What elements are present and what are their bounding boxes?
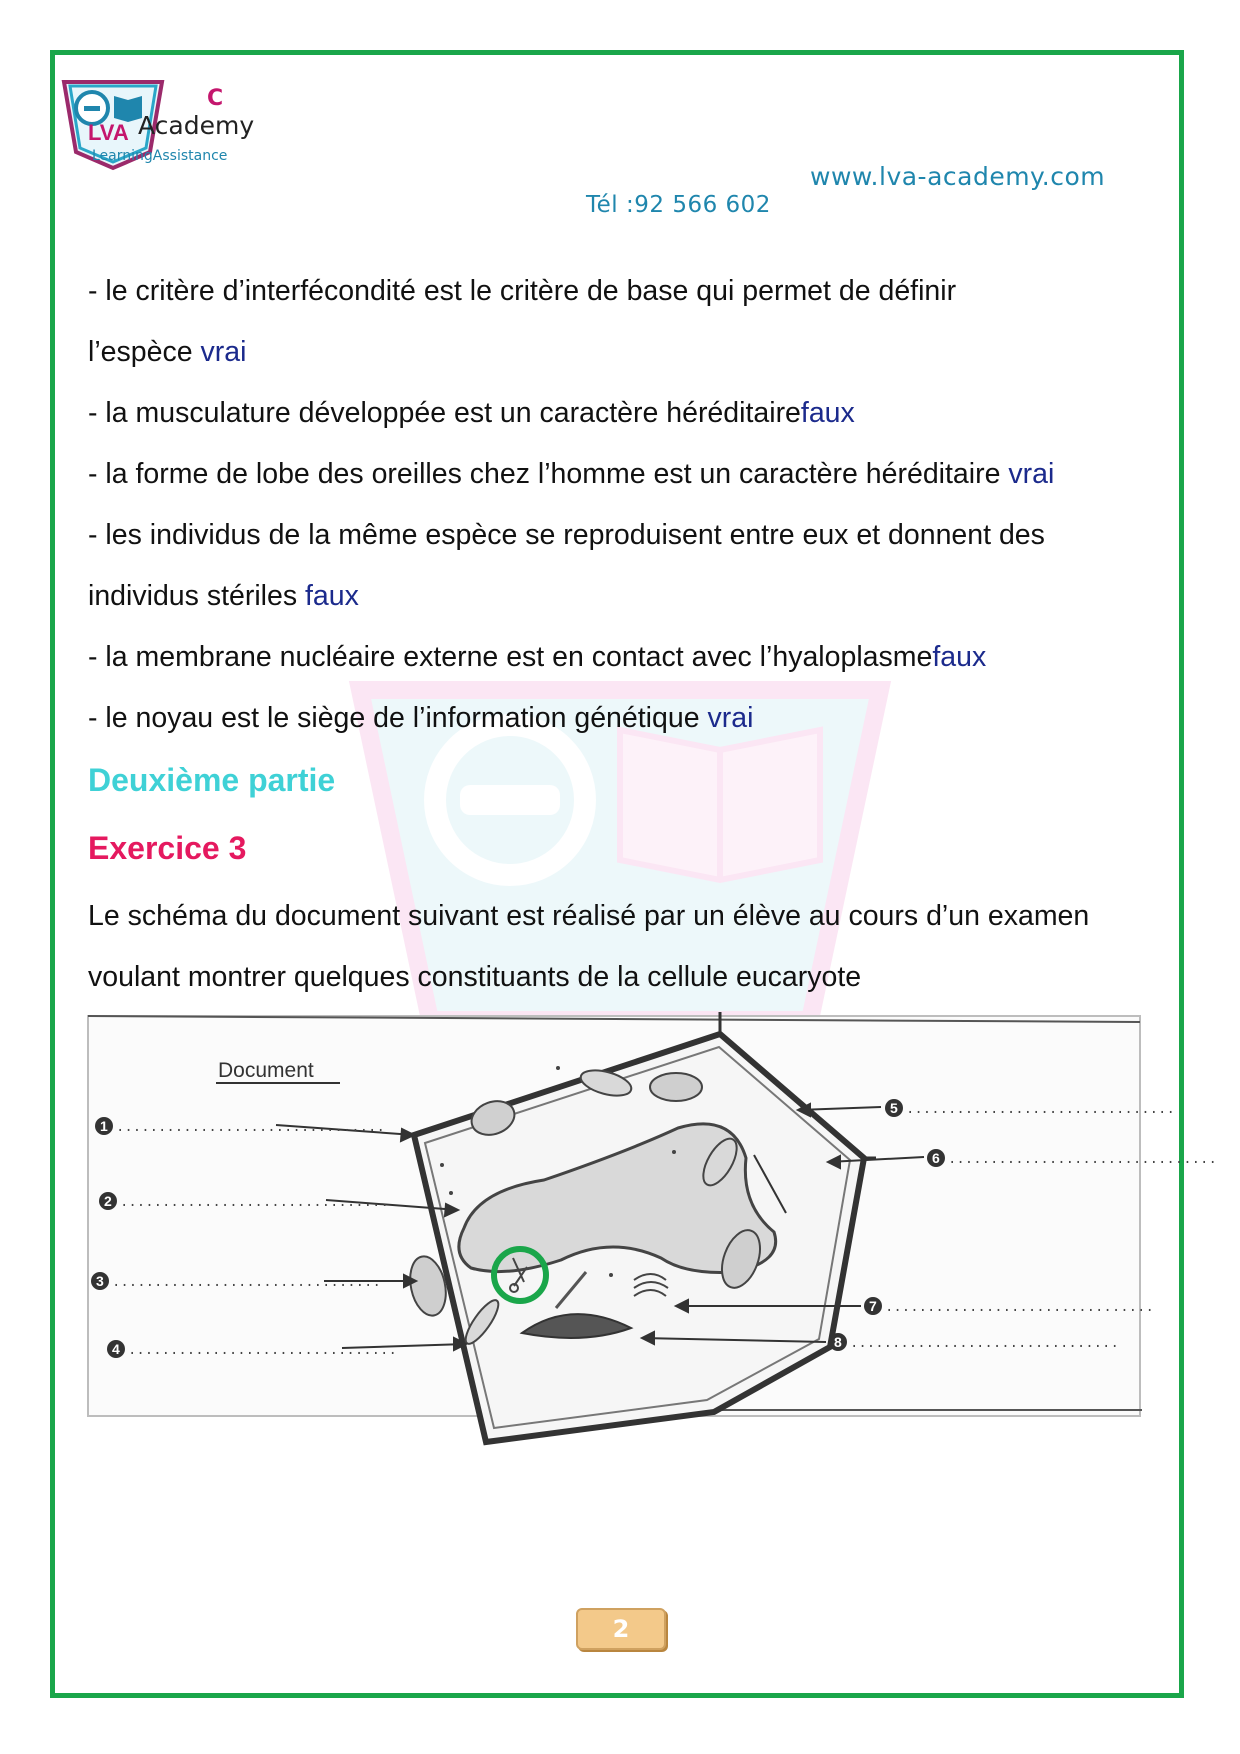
label-2: 2 — [104, 1193, 112, 1209]
section-title: Deuxième partie — [88, 762, 336, 798]
blank-3: ................................ — [112, 1275, 381, 1291]
blank-7: ................................ — [885, 1300, 1154, 1316]
intro-line-1: Le schéma du document suivant est réalisé par un élève au cours d’un examen — [88, 900, 1090, 932]
brand-tagline: LearningAssistance — [92, 148, 228, 164]
exercise-title: Exercice 3 — [88, 830, 247, 866]
answer-vrai: vrai — [707, 702, 754, 734]
statement-line-7: - la membrane nucléaire externe est en contact avec l’hyaloplasmefaux — [88, 641, 987, 673]
svg-text:LVA: LVA — [88, 120, 129, 145]
phone-number: Tél :92 566 602 — [586, 192, 771, 218]
statement-line-3: - la musculature développée est un caractère héréditairefaux — [88, 397, 855, 429]
page-number: 2 — [576, 1608, 666, 1650]
label-3: 3 — [96, 1273, 104, 1289]
statement-line-8: - le noyau est le siège de l’information génétique vrai — [88, 702, 754, 734]
answer-faux: faux — [305, 580, 359, 612]
blank-8: ................................ — [850, 1336, 1119, 1352]
label-5: 5 — [890, 1100, 898, 1116]
blank-4: ................................ — [128, 1343, 397, 1359]
statement-line-6: individus stériles faux — [88, 580, 359, 612]
blank-6: ................................ — [948, 1152, 1217, 1168]
blank-2: ................................ — [120, 1195, 389, 1211]
answer-vrai: vrai — [200, 336, 247, 368]
label-6: 6 — [932, 1150, 940, 1166]
answer-vrai: vrai — [1008, 458, 1055, 490]
blank-1: ................................ — [116, 1120, 385, 1136]
statement-line-1: - le critère d’interfécondité est le critère de base qui permet de définir — [88, 275, 957, 307]
answer-faux: faux — [800, 397, 855, 429]
brand-name: Academy — [138, 111, 255, 140]
blank-5: ................................ — [906, 1102, 1175, 1118]
statement-line-2: l’espèce vrai — [88, 336, 247, 368]
cell-diagram — [86, 1010, 1217, 1460]
label-1: 1 — [100, 1118, 108, 1134]
statement-line-4: - la forme de lobe des oreilles chez l’homme est un caractère héréditaire vrai — [88, 458, 1055, 490]
figure-title: Document — [218, 1059, 314, 1082]
intro-line-2: voulant montrer quelques constituants de la cellule eucaryote — [88, 961, 862, 993]
website-link[interactable]: www.lva-academy.com — [810, 162, 1106, 191]
label-4: 4 — [112, 1341, 120, 1357]
label-7: 7 — [869, 1298, 877, 1314]
statement-line-5: - les individus de la même espèce se reproduisent entre eux et donnent des — [88, 519, 1045, 551]
label-8: 8 — [834, 1334, 842, 1350]
brand-c: C — [207, 86, 224, 111]
answer-faux: faux — [932, 641, 987, 673]
